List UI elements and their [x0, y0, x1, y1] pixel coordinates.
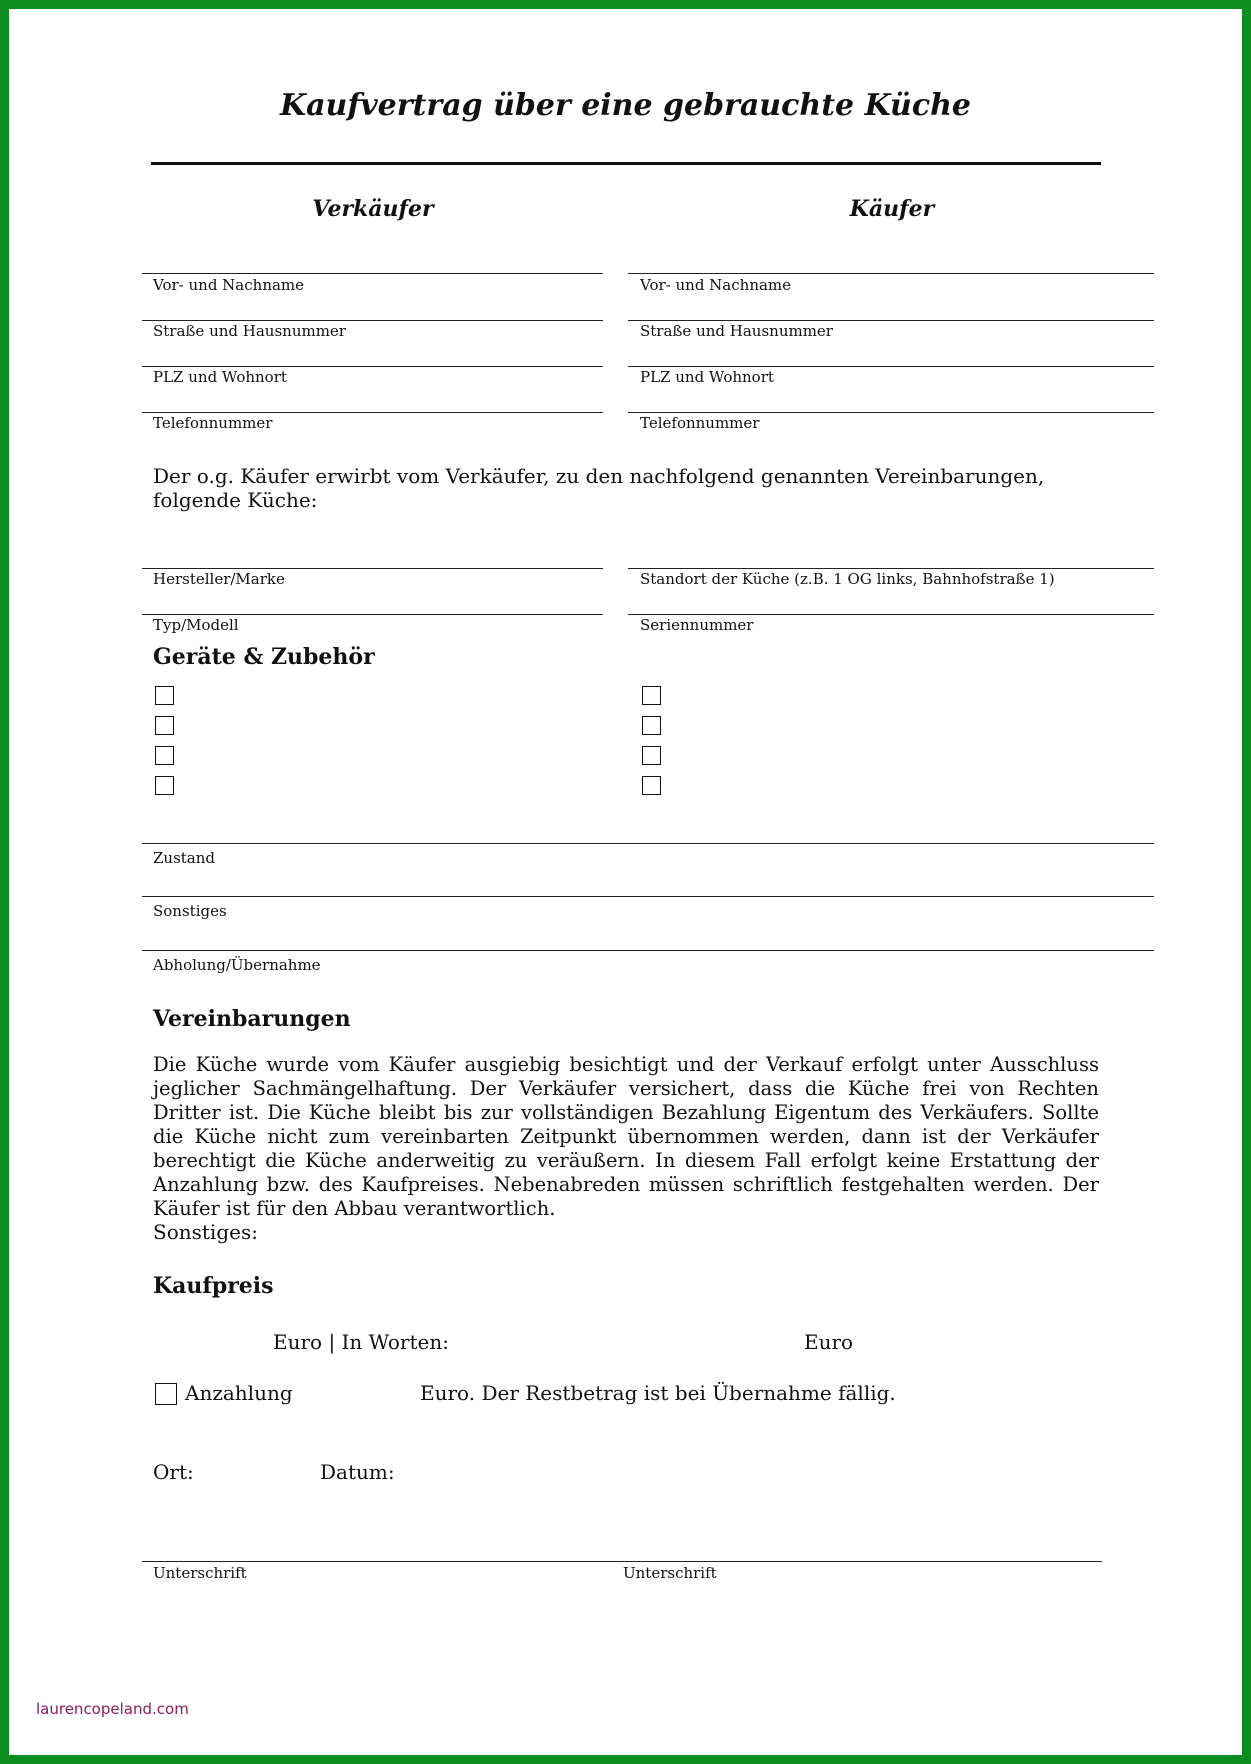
- seller-street-line[interactable]: [142, 320, 603, 321]
- price-euro-words: Euro | In Worten:: [273, 1330, 449, 1354]
- condition-line[interactable]: [142, 843, 1154, 844]
- seller-phone-label: Telefonnummer: [153, 414, 273, 432]
- serial-label: Seriennummer: [640, 616, 754, 634]
- pickup-label: Abholung/Übernahme: [153, 956, 321, 974]
- model-line[interactable]: [142, 614, 603, 615]
- intro-text: Der o.g. Käufer erwirbt vom Verkäufer, zu den nachfolgend genannten Vereinbarungen, folgende Küche:: [153, 464, 1045, 512]
- seller-name-label: Vor- und Nachname: [153, 276, 305, 294]
- buyer-street-label: Straße und Hausnummer: [640, 322, 833, 340]
- location-label: Standort der Küche (z.B. 1 OG links, Bahnhofstraße 1): [640, 570, 1055, 588]
- other-label: Sonstiges: [153, 902, 227, 920]
- place-label: Ort:: [153, 1460, 194, 1484]
- buyer-name-line[interactable]: [628, 273, 1154, 274]
- buyer-street-line[interactable]: [628, 320, 1154, 321]
- manufacturer-label: Hersteller/Marke: [153, 570, 285, 588]
- signature-label-buyer: Unterschrift: [623, 1564, 717, 1582]
- remainder-text: Euro. Der Restbetrag ist bei Übernahme fällig.: [420, 1381, 896, 1405]
- deposit-label: Anzahlung: [185, 1381, 293, 1405]
- device-checkbox-right-1[interactable]: [642, 686, 661, 705]
- seller-street-label: Straße und Hausnummer: [153, 322, 346, 340]
- devices-heading: Geräte & Zubehör: [153, 644, 375, 670]
- seller-name-line[interactable]: [142, 273, 603, 274]
- date-label: Datum:: [320, 1460, 395, 1484]
- seller-city-line[interactable]: [142, 366, 603, 367]
- buyer-city-label: PLZ und Wohnort: [640, 368, 774, 386]
- document-title: Kaufvertrag über eine gebrauchte Küche: [280, 88, 971, 123]
- model-label: Typ/Modell: [153, 616, 239, 634]
- device-checkbox-right-3[interactable]: [642, 746, 661, 765]
- serial-line[interactable]: [628, 614, 1154, 615]
- device-checkbox-left-4[interactable]: [155, 776, 174, 795]
- title-rule: [151, 162, 1101, 165]
- buyer-heading: Käufer: [849, 196, 935, 222]
- device-checkbox-right-2[interactable]: [642, 716, 661, 735]
- buyer-phone-line[interactable]: [628, 412, 1154, 413]
- price-euro: Euro: [804, 1330, 854, 1354]
- buyer-name-label: Vor- und Nachname: [640, 276, 792, 294]
- seller-phone-line[interactable]: [142, 412, 603, 413]
- device-checkbox-left-3[interactable]: [155, 746, 174, 765]
- agreements-text: Die Küche wurde vom Käufer ausgiebig besichtigt und der Verkauf erfolgt unter Ausschluss jeglicher Sachmängelhaftung. Der Verkäufer versichert, dass die Küche frei von Rechten Dritter ist. Die Küche bleibt bis zur vollständigen Bezahlung Eigentum des Verkäufers. Sollte die Küche nicht zum vereinbarten Zeitpunkt übernommen werden, dann ist der Verkäufer berechtigt die Küche anderweitig zu veräußern. In diesem Fall erfolgt keine Erstattung der Anzahlung bzw. des Kaufpreises. Nebenabreden müssen schriftlich festgehalten werden. Der Käufer ist für den Abbau verantwortlich.: [153, 1053, 1099, 1220]
- agreements-other: Sonstiges:: [153, 1220, 258, 1244]
- seller-heading: Verkäufer: [312, 196, 434, 222]
- footer-website[interactable]: laurencopeland.com: [36, 1700, 189, 1718]
- signature-label-seller: Unterschrift: [153, 1564, 247, 1582]
- condition-label: Zustand: [153, 849, 216, 867]
- device-checkbox-left-1[interactable]: [155, 686, 174, 705]
- deposit-checkbox[interactable]: [155, 1383, 177, 1405]
- agreements-heading: Vereinbarungen: [153, 1006, 351, 1032]
- manufacturer-line[interactable]: [142, 568, 603, 569]
- seller-city-label: PLZ und Wohnort: [153, 368, 287, 386]
- device-checkbox-right-4[interactable]: [642, 776, 661, 795]
- buyer-phone-label: Telefonnummer: [640, 414, 760, 432]
- location-line[interactable]: [628, 568, 1154, 569]
- signature-line[interactable]: [142, 1561, 1102, 1562]
- pickup-line[interactable]: [142, 950, 1154, 951]
- other-line[interactable]: [142, 896, 1154, 897]
- device-checkbox-left-2[interactable]: [155, 716, 174, 735]
- price-heading: Kaufpreis: [153, 1273, 274, 1299]
- buyer-city-line[interactable]: [628, 366, 1154, 367]
